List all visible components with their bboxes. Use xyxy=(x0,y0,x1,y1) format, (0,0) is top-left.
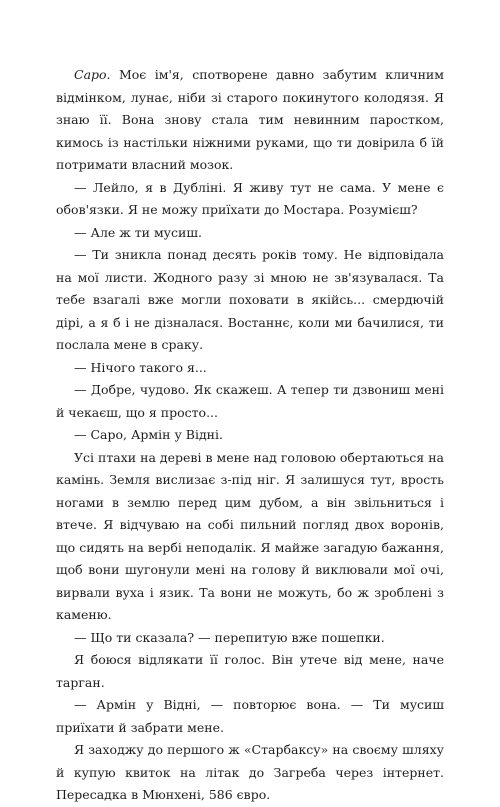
paragraph-3 xyxy=(56,222,444,245)
paragraph-text: — Ти зникла понад десять років тому. Не відповідала на мої листи. Жодного разу зі мною не зв'язувалася. Та тебе взагалі вже могли поховати в якійсь... смердючій дірі, а я б і не дізналася. Востаннє, коли ми бачилися, ти послала мене в сраку. xyxy=(56,247,444,352)
page-text xyxy=(56,64,444,807)
paragraph-text: — Лейло, я в Дубліні. Я живу тут не сама. У мене є обов'язки. Я не можу приїхати до Мостара. Розумієш? xyxy=(56,179,444,217)
paragraph-text: — Що ти сказала? — перепитую вже пошепки. xyxy=(74,629,385,645)
paragraph-text: — Добре, чудово. Як скажеш. А тепер ти дзвониш мені й чекаєш, що я просто... xyxy=(56,382,444,420)
addressed-name: Саро xyxy=(74,67,107,82)
paragraph-text: — Нічого такого я... xyxy=(74,359,207,375)
paragraph-4 xyxy=(56,244,444,357)
paragraph-text: — Саро, Армін у Відні. xyxy=(74,427,223,442)
paragraph-12 xyxy=(56,739,444,807)
paragraph-text: Усі птахи на дереві в мене над головою обертаються на камінь. Земля вислизає з-під ніг. Я залишуся тут, врость ногами в землю перед цим дубом, а він звільниться і втече. Я відчуваю на собі пильний погляд двох воронів, що сидять на вербі неподалік. Я майже загадую бажання, щоб вони шугонули мені на голову й виклювали мої очі, вирвали вуха і язик. Та вони не можуть, бо ж зроблені з каменю. xyxy=(56,449,444,622)
paragraph-7 xyxy=(56,424,444,447)
paragraph-2 xyxy=(56,177,444,222)
paragraph-1 xyxy=(56,64,444,177)
paragraph-10 xyxy=(56,649,444,694)
paragraph-11 xyxy=(56,694,444,739)
paragraph-6 xyxy=(56,379,444,424)
paragraph-9 xyxy=(56,627,444,650)
paragraph-text: Я заходжу до першого ж «Старбаксу» на своєму шляху й купую квиток на літак до Загреба через інтернет. Пересадка в Мюнхені, 586 євро. xyxy=(56,742,444,802)
paragraph-text: — Армін у Відні, — повторює вона. — Ти мусиш приїхати й забрати мене. xyxy=(56,697,444,735)
paragraph-text: . Моє ім'я, спотворене давно забутим кличним відмінком, лунає, ніби зі старого покинутого колодязя. Я знаю її. Вона знову стала тим невинним паростком, кимось із настільки ніжними руками, що ти довірила б їй потримати власний мозок. xyxy=(56,67,444,172)
paragraph-8 xyxy=(56,447,444,627)
paragraph-text: Я боюся відлякати її голос. Він утече від мене, наче тарган. xyxy=(56,652,444,690)
paragraph-5 xyxy=(56,357,444,380)
paragraph-text: — Але ж ти мусиш. xyxy=(74,224,202,240)
